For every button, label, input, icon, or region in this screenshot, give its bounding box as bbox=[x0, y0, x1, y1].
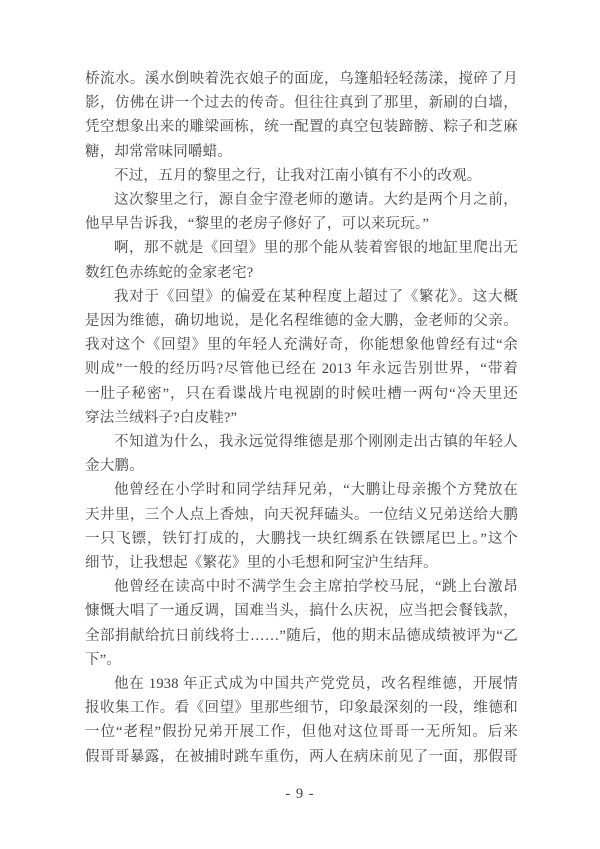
text-line: 这次黎里之行，源自金宇澄老师的邀请。大约是两个月之前， bbox=[114, 192, 518, 209]
text-line: 细节，让我想起《繁花》里的小毛想和阿宝沪生结拜。 bbox=[85, 555, 438, 572]
text-line: 我对这个《回望》里的年轻人充满好奇，你能想象他曾经有过“余 bbox=[85, 337, 518, 354]
text-line: 则成”一般的经历吗?尽管他已经在 2013 年永远告别世界，“带着 bbox=[85, 361, 518, 378]
text-line: 慷慨大唱了一通反调，国难当头，搞什么庆祝，应当把会餐钱款， bbox=[85, 603, 518, 620]
text-line: 金大鹏。 bbox=[85, 458, 144, 475]
text-line: 他曾经在读高中时不满学生会主席拍学校马屁，“跳上台激昂 bbox=[114, 579, 518, 596]
text-line: 我对于《回望》的偏爱在某种程度上超过了《繁花》。这大概 bbox=[114, 288, 518, 305]
text-line: 啊，那不就是《回望》里的那个能从装着窖银的地缸里爬出无 bbox=[114, 240, 518, 257]
text-line: 假哥哥暴露，在被捕时跳车重伤，两人在病床前见了一面，那假哥 bbox=[85, 748, 518, 765]
text-line: 糖，却常常味同嚼蜡。 bbox=[85, 143, 232, 160]
text-line: 影，仿佛在讲一个过去的传奇。但往往真到了那里，新刷的白墙， bbox=[85, 95, 518, 112]
text-line: 是因为维德，确切地说，是化名程维德的金大鹏，金老师的父亲。 bbox=[85, 313, 518, 330]
text-line: 他早早告诉我，“黎里的老房子修好了，可以来玩玩。” bbox=[85, 216, 430, 233]
text-block bbox=[85, 67, 518, 769]
text-line: 不过，五月的黎里之行，让我对江南小镇有不小的改观。 bbox=[114, 167, 482, 184]
page-number: - 9 - bbox=[285, 786, 315, 802]
text-line: 天井里，三个人点上香烛，向天祝拜磕头。一位结义兄弟送给大鹏 bbox=[85, 506, 518, 523]
text-line: 一肚子秘密”，只在看谍战片电视剧的时候吐槽一两句“冷天里还 bbox=[85, 385, 518, 402]
text-line: 一位“老程”假扮兄弟开展工作，但他对这位哥哥一无所知。后来 bbox=[85, 724, 518, 741]
text-line: 凭空想象出来的雕梁画栋，统一配置的真空包装蹄髈、粽子和芝麻 bbox=[85, 119, 518, 136]
text-line: 不知道为什么，我永远觉得维德是那个刚刚走出古镇的年轻人 bbox=[114, 434, 518, 451]
text-line: 他曾经在小学时和同学结拜兄弟，“大鹏让母亲搬个方凳放在 bbox=[114, 482, 518, 499]
text-line: 穿法兰绒料子?白皮鞋?” bbox=[85, 409, 238, 426]
text-line: 他在 1938 年正式成为中国共产党党员，改名程维德，开展情 bbox=[114, 676, 518, 693]
text-line: 数红色赤练蛇的金家老宅? bbox=[85, 264, 254, 281]
text-line: 一只飞镖，铁钉打成的，大鹏找一块红绸系在铁镖尾巴上。”这个 bbox=[85, 530, 518, 547]
text-line: 全部捐献给抗日前线将士……”随后，他的期末品德成绩被评为“乙 bbox=[85, 627, 518, 644]
text-line: 报收集工作。看《回望》里那些细节，印象最深刻的一段，维德和 bbox=[85, 700, 518, 717]
text-line: 桥流水。溪水倒映着洗衣娘子的面庞，乌篷船轻轻荡漾，搅碎了月 bbox=[85, 71, 518, 87]
text-line: 下”。 bbox=[85, 651, 122, 668]
